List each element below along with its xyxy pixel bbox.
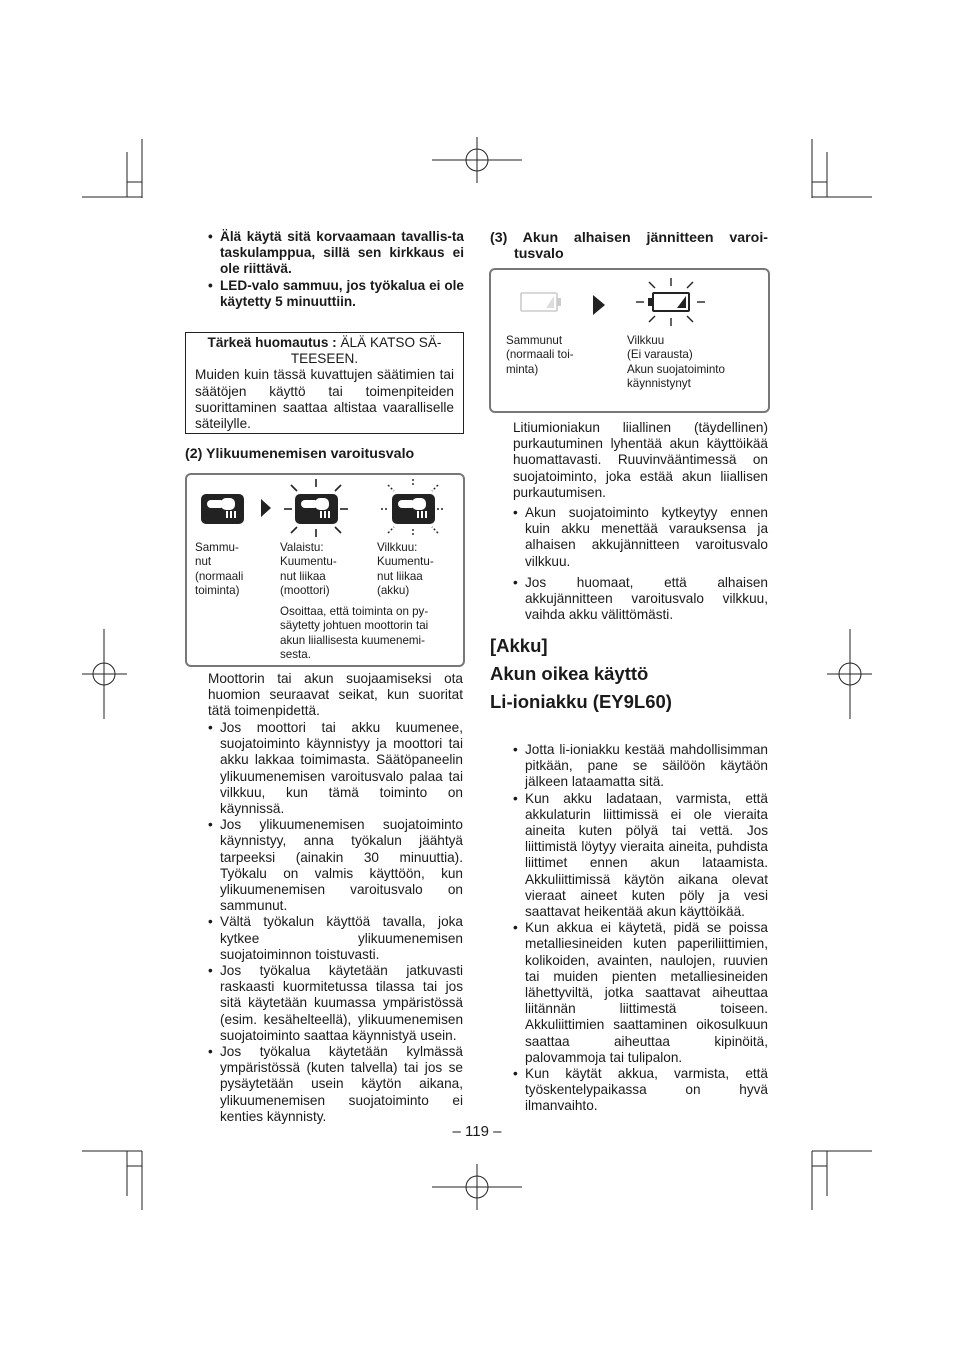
battery-icons: [491, 270, 768, 332]
list-item: • LED-valo sammuu, jos työkalua ei ole käytetty 5 minuuttiin.: [208, 278, 464, 310]
caption-line: toiminta): [195, 584, 240, 598]
caption-line: Vilkkuu:: [377, 541, 418, 554]
caption-line: (moottori): [280, 584, 330, 598]
caption-line: (normaali: [195, 569, 244, 583]
overheat-intro: Moottorin tai akun suojaamiseksi ota huomion seuraavat seikat, kun suoritat tätä toimenpidettä.: [208, 671, 463, 719]
caption-battery-off: [506, 334, 574, 377]
caption-line: (akku): [377, 584, 410, 598]
caption-line: Osoittaa, että toiminta on py-: [280, 605, 429, 618]
caption-line: nut: [195, 555, 212, 569]
caption-line: minta): [506, 362, 539, 376]
list-item: • Akun suojatoiminto kytkeytyy ennen kuin akku menettää varauksensa ja alhaisen akkujännitteen varoitusvalo vilkkuu.: [513, 505, 768, 570]
caption-line: Valaistu:: [280, 541, 324, 554]
arrow-right-icon: [261, 499, 271, 517]
notice-title-line2: TEESEEN.: [290, 351, 359, 367]
list-item: • Jos huomaat, että alhaisen akkujännitteen varoitusvalo vilkkuu, vaihda akku välittömästi.: [513, 575, 768, 624]
thermometer-blink-icon: [381, 479, 445, 537]
caption-line: Kuumentu-: [377, 555, 434, 569]
caption-line: nut liikaa: [377, 569, 423, 583]
caption-line: (normaali toi-: [506, 348, 574, 362]
caption-off: [195, 541, 243, 599]
akku-bullet-list: [513, 742, 768, 1115]
caption-line: sesta.: [280, 648, 311, 662]
caption-line: Vilkkuu: [627, 334, 665, 347]
thermometer-lit-icon: [284, 479, 348, 537]
caption-line: Sammunut: [506, 334, 563, 347]
caption-battery-blink: [627, 334, 725, 392]
caption-note: [280, 605, 428, 663]
caption-line: Akun suojatoiminto: [627, 362, 725, 376]
thermometer-off-icon: [201, 494, 244, 524]
list-item: • Jos moottori tai akku kuumenee, suojatoiminto käynnistyy ja moottori tai akku lakkaa toimimasta. Säätöpaneelin ylikuumenemisen varoitusvalo palaa tai vilkkuu, kun tämä toiminto on käynnissä.: [208, 720, 463, 817]
caption-line: Sammu-: [195, 541, 239, 554]
list-item: • Älä käytä sitä korvaamaan tavallis-ta taskulamppua, sillä sen kirkkaus ei ole riittävä.: [208, 229, 464, 278]
top-bullet-list: [208, 229, 464, 310]
battery-blink-icon: [636, 278, 705, 326]
notice-title-text: ÄLÄ KATSO SÄ-: [336, 335, 442, 350]
battery-off-icon: [521, 293, 561, 311]
caption-line: nut liikaa: [280, 569, 326, 583]
notice-body: Muiden kuin tässä kuvattujen säätimien tai säätöjen käyttö tai toimenpiteiden suorittaminen saattaa altistaa vaaralliselle säteilylle.: [195, 367, 454, 432]
notice-box: [185, 332, 464, 434]
overheat-bullet-list: [208, 720, 463, 1125]
caption-line: (Ei varausta): [627, 348, 693, 362]
caption-line: Kuumentu-: [280, 555, 337, 569]
list-item: • Jos työkalua käytetään jatkuvasti raskaasti kuormitetussa tilassa tai jos sitä käytetään kuumassa ympäristössä (esim. kesähelteellä), ylikuumenemisen suojatoiminto saattaa käynnistyä usein.: [208, 963, 463, 1044]
notice-label: Tärkeä huomautus :: [207, 335, 337, 350]
list-item: • Vältä työkalun käyttöä tavalla, joka kytkee ylikuumenemisen suojatoiminnon toistuvasti.: [208, 914, 463, 963]
arrow-right-icon: [593, 295, 605, 315]
section-heading: [490, 632, 672, 716]
list-item: • Jos ylikuumenemisen suojatoiminto käynnistyy, anna työkalun jäähtyä tarpeeksi (ainakin 30 minuuttia). Työkalu on valmis käyttöön, kun ylikuumenemisen varoitusvalo on sammunut.: [208, 817, 463, 914]
caption-line: käynnistynyt: [627, 377, 691, 391]
lowvolt-heading-line1: (3) Akun alhaisen jännitteen varoi-: [490, 230, 768, 246]
akku-model-heading: Li-ioniakku (EY9L60): [490, 691, 672, 712]
akku-heading: [Akku]: [490, 635, 548, 656]
lowvolt-heading-line2: tusvalo: [514, 246, 564, 263]
caption-lit: [280, 541, 337, 599]
lowvolt-bullet-list: [513, 505, 768, 623]
notice-title: [186, 333, 463, 367]
lowvolt-heading: [490, 230, 768, 262]
caption-blink: [377, 541, 434, 599]
list-item: • Jotta li-ioniakku kestää mahdollisimman pitkään, pane se säilöön käytäön jälkeen lataamatta sitä.: [513, 742, 768, 791]
list-item: • Kun käytät akkua, varmista, että työskentelypaikassa on hyvä ilmanvaihto.: [513, 1066, 768, 1115]
list-item: • Kun akku ladataan, varmista, että akkulaturin liittimissä ei ole vieraita aineita kuten pölyä tai vettä. Jos liittimistä löytyy vieraita aineita, puhdista liittimet ennen akun lataamista. Akkuliittimissä käytön aikana olevat vieraat aineet kuten pöly ja vesi saattavat heikentää akun käyttöikää.: [513, 791, 768, 921]
lowvolt-indicator-panel: [489, 268, 770, 413]
lowvolt-intro: Litiumioniakun liiallinen (täydellinen) purkautuminen lyhentää akun käyttöikää huomattavasti. Ruuvinvääntimessä on suojatoiminto, joka estää akun liiallisen purkautumisen.: [513, 420, 768, 500]
overheat-indicator-panel: [185, 473, 465, 667]
list-item: • Kun akkua ei käytetä, pidä se poissa metalliesineiden kuten paperiliittimien, kolikoiden, avainten, naulojen, ruuvien tai muiden pienten metalliesineiden lähettyviltä, jotka saattavat aiheuttaa liitännän liittimestä toiseen. Akkuliittimien saattaminen oikosulkuun saattaa aiheuttaa kipinöitä, palovammoja tai tulipalon.: [513, 920, 768, 1066]
list-item: • Jos työkalua käytetään kylmässä ympäristössä (kuten talvella) tai jos se pysäytetään usein käytön aikana, ylikuumenemisen suojatoiminto ei kenties käynnisty.: [208, 1044, 463, 1125]
page-number: – 119 –: [452, 1123, 502, 1140]
caption-line: akun liiallisesta kuumenemi-: [280, 633, 425, 647]
akku-subheading: Akun oikea käyttö: [490, 663, 649, 684]
overheat-heading: (2) Ylikuumenemisen varoitusvalo: [185, 446, 415, 462]
caption-line: säytetty johtuen moottorin tai: [280, 619, 429, 633]
